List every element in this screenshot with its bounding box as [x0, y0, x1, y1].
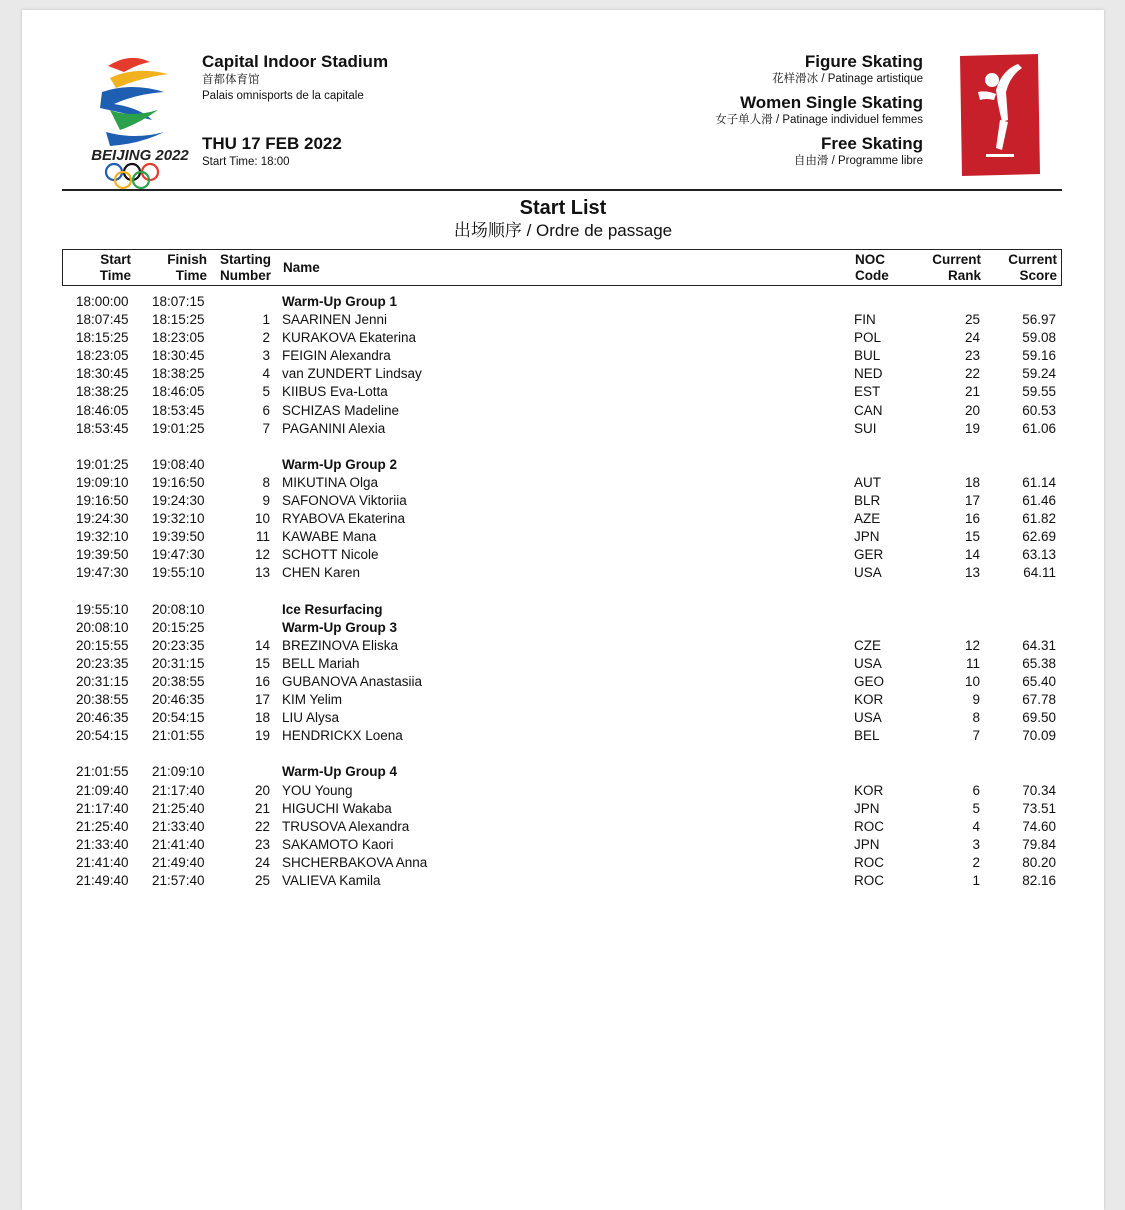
table-row	[62, 510, 1062, 528]
starting-number-cell: 24	[254, 854, 270, 870]
noc-code-cell: FIN	[854, 312, 876, 328]
start-time-cell: 21:17:40	[76, 800, 129, 816]
group-row	[62, 619, 1062, 637]
current-score-cell: 70.09	[1022, 728, 1056, 744]
start-time-cell: 19:39:50	[76, 547, 129, 563]
current-rank-cell: 18	[964, 474, 980, 490]
current-score-cell: 70.34	[1022, 782, 1056, 798]
start-time-cell: 21:49:40	[76, 873, 129, 888]
current-rank-cell: 23	[964, 348, 980, 364]
current-rank-cell: 8	[972, 710, 980, 726]
venue-block	[202, 52, 388, 104]
current-score-cell: 65.40	[1022, 673, 1056, 689]
beijing-2022-emblem	[80, 48, 200, 198]
name-cell: Warm-Up Group 2	[282, 456, 398, 472]
start-time-cell: 20:38:55	[76, 692, 129, 708]
col-finish-time: Finish Time	[167, 252, 207, 283]
name-cell: HENDRICKX Loena	[282, 728, 403, 744]
table-row	[62, 311, 1062, 329]
noc-code-cell: GER	[854, 547, 884, 563]
current-score-cell: 59.24	[1022, 366, 1056, 382]
name-cell: SAARINEN Jenni	[282, 312, 388, 328]
current-rank-cell: 6	[972, 782, 980, 798]
noc-code-cell: ROC	[854, 854, 884, 870]
current-rank-cell: 14	[964, 547, 980, 563]
event-date: THU 17 FEB 2022	[202, 134, 342, 153]
start-time-cell: 21:41:40	[76, 854, 129, 870]
finish-time-cell: 18:15:25	[152, 312, 205, 328]
table-header	[62, 249, 1062, 286]
start-time-cell: 18:15:25	[76, 330, 129, 346]
col-starting-number: Starting Number	[219, 252, 271, 283]
current-score-cell: 67.78	[1022, 692, 1056, 708]
finish-time-cell: 20:31:15	[152, 655, 205, 671]
noc-code-cell: EST	[854, 384, 881, 400]
current-score-cell: 62.69	[1022, 529, 1056, 545]
table-row	[62, 673, 1062, 691]
name-cell: GUBANOVA Anastasiia	[282, 673, 423, 689]
start-time-cell: 18:23:05	[76, 348, 129, 364]
finish-time-cell: 19:08:40	[152, 456, 205, 472]
col-noc-code: NOC Code	[855, 252, 889, 283]
current-score-cell: 60.53	[1022, 402, 1056, 418]
table-row	[62, 528, 1062, 546]
list-title-block	[22, 196, 1104, 242]
row-spacer	[62, 438, 1062, 456]
name-cell: KIIBUS Eva-Lotta	[282, 384, 388, 400]
sport-title: Figure Skating	[804, 52, 923, 71]
row-spacer	[62, 745, 1062, 763]
table-row	[62, 347, 1062, 365]
current-rank-cell: 13	[964, 565, 980, 581]
current-score-cell: 64.11	[1023, 565, 1056, 581]
noc-code-cell: AZE	[854, 511, 881, 527]
noc-code-cell: GEO	[854, 673, 885, 689]
current-rank-cell: 24	[964, 330, 980, 346]
start-time: Start Time: 18:00	[202, 156, 290, 168]
noc-code-cell: SUI	[854, 420, 877, 436]
current-score-cell: 73.51	[1022, 800, 1056, 816]
start-time-cell: 21:33:40	[76, 836, 129, 852]
group-row	[62, 763, 1062, 781]
name-cell: MIKUTINA Olga	[282, 474, 379, 490]
start-time-cell: 20:15:55	[76, 637, 129, 653]
start-time-cell: 21:09:40	[76, 782, 129, 798]
starting-number-cell: 14	[254, 637, 270, 653]
current-rank-cell: 19	[964, 420, 980, 436]
noc-code-cell: CAN	[854, 402, 883, 418]
finish-time-cell: 21:57:40	[152, 873, 205, 888]
list-subtitle: 出场顺序 / Ordre de passage	[453, 221, 673, 240]
table-row	[62, 655, 1062, 673]
table-row	[62, 854, 1062, 872]
current-rank-cell: 21	[964, 384, 980, 400]
start-time-cell: 18:30:45	[76, 366, 129, 382]
list-title: Start List	[519, 197, 607, 219]
table-row	[62, 329, 1062, 347]
venue-name-fr: Palais omnisports de la capitale	[202, 90, 364, 102]
start-time-cell: 20:54:15	[76, 728, 129, 744]
current-rank-cell: 22	[964, 366, 980, 382]
table-row	[62, 836, 1062, 854]
noc-code-cell: JPN	[854, 800, 880, 816]
document-page	[22, 10, 1104, 1210]
current-score-cell: 82.16	[1022, 873, 1056, 888]
starting-number-cell: 19	[254, 728, 270, 744]
name-cell: SAKAMOTO Kaori	[282, 836, 394, 852]
discipline-title: Women Single Skating	[740, 93, 923, 112]
current-rank-cell: 5	[972, 800, 980, 816]
venue-name: Capital Indoor Stadium	[202, 52, 389, 71]
starting-number-cell: 25	[254, 873, 270, 888]
finish-time-cell: 21:01:55	[152, 728, 205, 744]
finish-time-cell: 18:38:25	[152, 366, 205, 382]
name-cell: SHCHERBAKOVA Anna	[282, 854, 428, 870]
starting-number-cell: 15	[254, 655, 270, 671]
starting-number-cell: 18	[254, 710, 270, 726]
table-row	[62, 420, 1062, 438]
noc-code-cell: USA	[854, 565, 882, 581]
start-time-cell: 21:01:55	[76, 764, 129, 780]
group-row	[62, 456, 1062, 474]
start-time-cell: 18:46:05	[76, 402, 129, 418]
current-score-cell: 69.50	[1022, 710, 1056, 726]
finish-time-cell: 18:23:05	[152, 330, 205, 346]
table-row	[62, 691, 1062, 709]
noc-code-cell: JPN	[854, 529, 880, 545]
current-score-cell: 61.06	[1022, 420, 1056, 436]
table-row	[62, 492, 1062, 510]
finish-time-cell: 21:25:40	[152, 800, 205, 816]
name-cell: van ZUNDERT Lindsay	[282, 366, 422, 382]
start-time-cell: 18:38:25	[76, 384, 129, 400]
starting-number-cell: 16	[254, 673, 270, 689]
name-cell: Warm-Up Group 4	[282, 764, 398, 780]
current-rank-cell: 15	[964, 529, 980, 545]
finish-time-cell: 21:17:40	[152, 782, 205, 798]
start-time-cell: 20:46:35	[76, 710, 129, 726]
row-spacer	[62, 583, 1062, 601]
starting-number-cell: 20	[254, 782, 270, 798]
current-score-cell: 61.14	[1022, 474, 1056, 490]
figure-skating-pictogram	[956, 50, 1042, 180]
finish-time-cell: 20:46:35	[152, 692, 205, 708]
name-cell: SCHOTT Nicole	[282, 547, 379, 563]
starting-number-cell: 5	[262, 384, 270, 400]
start-time-cell: 19:09:10	[76, 474, 129, 490]
discipline-subtitle: 女子单人滑 / Patinage individuel femmes	[715, 114, 923, 126]
sport-subtitle: 花样滑冰 / Patinage artistique	[772, 73, 923, 85]
name-cell: SCHIZAS Madeline	[282, 402, 400, 418]
name-cell: BELL Mariah	[282, 655, 360, 671]
name-cell: Warm-Up Group 3	[282, 619, 398, 635]
col-current-rank: Current Rank	[932, 252, 981, 283]
segment-subtitle: 自由滑 / Programme libre	[793, 155, 923, 167]
noc-code-cell: NED	[854, 366, 883, 382]
name-cell: PAGANINI Alexia	[282, 420, 386, 436]
table-row	[62, 782, 1062, 800]
current-rank-cell: 16	[964, 511, 980, 527]
table-row	[62, 637, 1062, 655]
finish-time-cell: 20:54:15	[152, 710, 205, 726]
table-row	[62, 546, 1062, 564]
finish-time-cell: 19:32:10	[152, 511, 205, 527]
noc-code-cell: POL	[854, 330, 882, 346]
finish-time-cell: 21:41:40	[152, 836, 205, 852]
table-row	[62, 564, 1062, 582]
noc-code-cell: USA	[854, 710, 882, 726]
starting-number-cell: 11	[255, 529, 270, 545]
current-score-cell: 59.08	[1022, 330, 1056, 346]
name-cell: CHEN Karen	[282, 565, 361, 581]
name-cell: BREZINOVA Eliska	[282, 637, 399, 653]
current-score-cell: 56.97	[1022, 312, 1056, 328]
event-block	[715, 52, 923, 175]
start-time-cell: 19:24:30	[76, 511, 129, 527]
name-cell: KURAKOVA Ekaterina	[282, 330, 417, 346]
start-time-cell: 20:23:35	[76, 655, 129, 671]
starting-number-cell: 17	[254, 692, 270, 708]
noc-code-cell: KOR	[854, 782, 884, 798]
start-time-cell: 19:32:10	[76, 529, 129, 545]
name-cell: YOU Young	[282, 782, 353, 798]
starting-number-cell: 1	[262, 312, 270, 328]
name-cell: LIU Alysa	[282, 710, 340, 726]
current-rank-cell: 3	[972, 836, 980, 852]
start-time-cell: 19:55:10	[76, 601, 129, 617]
name-cell: Ice Resurfacing	[282, 601, 383, 617]
noc-code-cell: CZE	[854, 637, 881, 653]
table-row	[62, 727, 1062, 745]
starting-number-cell: 10	[254, 511, 270, 527]
start-time-cell: 20:31:15	[76, 673, 129, 689]
current-score-cell: 80.20	[1022, 854, 1056, 870]
starting-number-cell: 22	[254, 818, 270, 834]
header-rule	[62, 189, 1062, 191]
col-name: Name	[283, 260, 320, 275]
finish-time-cell: 19:01:25	[152, 420, 205, 436]
finish-time-cell: 18:53:45	[152, 402, 205, 418]
current-score-cell: 61.46	[1022, 493, 1056, 509]
finish-time-cell: 19:16:50	[152, 474, 205, 490]
starting-number-cell: 13	[254, 565, 270, 581]
finish-time-cell: 19:24:30	[152, 493, 205, 509]
starting-number-cell: 3	[262, 348, 270, 364]
name-cell: SAFONOVA Viktoriia	[282, 493, 407, 509]
name-cell: KAWABE Mana	[282, 529, 377, 545]
current-score-cell: 64.31	[1022, 637, 1056, 653]
starting-number-cell: 7	[262, 420, 270, 436]
noc-code-cell: BLR	[854, 493, 881, 509]
finish-time-cell: 20:15:25	[152, 619, 205, 635]
noc-code-cell: JPN	[854, 836, 880, 852]
current-score-cell: 61.82	[1022, 511, 1056, 527]
starting-number-cell: 9	[262, 493, 270, 509]
noc-code-cell: ROC	[854, 873, 884, 888]
noc-code-cell: ROC	[854, 818, 884, 834]
finish-time-cell: 21:49:40	[152, 854, 205, 870]
starting-number-cell: 8	[262, 474, 270, 490]
current-rank-cell: 1	[972, 873, 980, 888]
current-rank-cell: 10	[964, 673, 980, 689]
starting-number-cell: 23	[254, 836, 270, 852]
start-time-cell: 20:08:10	[76, 619, 129, 635]
table-row	[62, 818, 1062, 836]
finish-time-cell: 21:09:10	[152, 764, 205, 780]
current-rank-cell: 25	[964, 312, 980, 328]
current-rank-cell: 7	[972, 728, 980, 744]
start-time-cell: 19:47:30	[76, 565, 129, 581]
start-time-cell: 18:07:45	[76, 312, 129, 328]
current-score-cell: 63.13	[1022, 547, 1056, 563]
finish-time-cell: 18:30:45	[152, 348, 205, 364]
current-rank-cell: 20	[964, 402, 980, 418]
name-cell: KIM Yelim	[282, 692, 343, 708]
starting-number-cell: 4	[262, 366, 270, 382]
table-row	[62, 402, 1062, 420]
starting-number-cell: 2	[262, 330, 270, 346]
group-row	[62, 601, 1062, 619]
noc-code-cell: BEL	[854, 728, 880, 744]
finish-time-cell: 19:55:10	[152, 565, 205, 581]
current-rank-cell: 2	[972, 854, 980, 870]
finish-time-cell: 18:07:15	[152, 294, 205, 309]
starting-number-cell: 12	[254, 547, 270, 563]
current-rank-cell: 12	[964, 637, 980, 653]
start-time-cell: 19:16:50	[76, 493, 129, 509]
name-cell: RYABOVA Ekaterina	[282, 511, 406, 527]
venue-name-zh: 首都体育馆	[202, 74, 260, 86]
starting-number-cell: 21	[254, 800, 270, 816]
name-cell: Warm-Up Group 1	[282, 294, 398, 309]
col-start-time: Start Time	[99, 252, 131, 283]
table-row	[62, 800, 1062, 818]
date-block	[202, 134, 342, 170]
group-row	[62, 293, 1062, 311]
current-rank-cell: 9	[972, 692, 980, 708]
name-cell: HIGUCHI Wakaba	[282, 800, 392, 816]
name-cell: TRUSOVA Alexandra	[282, 818, 410, 834]
start-time-cell: 18:00:00	[76, 294, 129, 309]
table-row	[62, 709, 1062, 727]
finish-time-cell: 20:08:10	[152, 601, 205, 617]
table-row	[62, 365, 1062, 383]
start-time-cell: 19:01:25	[76, 456, 129, 472]
current-rank-cell: 17	[964, 493, 980, 509]
current-rank-cell: 11	[965, 655, 980, 671]
start-list-table	[62, 293, 1062, 890]
current-score-cell: 65.38	[1022, 655, 1056, 671]
name-cell: FEIGIN Alexandra	[282, 348, 391, 364]
starting-number-cell: 6	[262, 402, 270, 418]
finish-time-cell: 20:38:55	[152, 673, 205, 689]
finish-time-cell: 20:23:35	[152, 637, 205, 653]
current-score-cell: 79.84	[1022, 836, 1056, 852]
finish-time-cell: 19:39:50	[152, 529, 205, 545]
name-cell: VALIEVA Kamila	[282, 873, 381, 888]
noc-code-cell: USA	[854, 655, 882, 671]
col-current-score: Current Score	[1008, 252, 1057, 283]
finish-time-cell: 19:47:30	[152, 547, 205, 563]
table-row	[62, 383, 1062, 401]
start-time-cell: 21:25:40	[76, 818, 129, 834]
finish-time-cell: 21:33:40	[152, 818, 205, 834]
noc-code-cell: BUL	[854, 348, 881, 364]
start-time-cell: 18:53:45	[76, 420, 129, 436]
table-row	[62, 872, 1062, 890]
emblem-text: BEIJING 2022	[91, 147, 189, 164]
table-row	[62, 474, 1062, 492]
current-score-cell: 59.16	[1022, 348, 1056, 364]
segment-title: Free Skating	[820, 134, 923, 153]
finish-time-cell: 18:46:05	[152, 384, 205, 400]
current-rank-cell: 4	[972, 818, 980, 834]
current-score-cell: 74.60	[1022, 818, 1056, 834]
noc-code-cell: AUT	[854, 474, 881, 490]
noc-code-cell: KOR	[854, 692, 884, 708]
current-score-cell: 59.55	[1022, 384, 1056, 400]
